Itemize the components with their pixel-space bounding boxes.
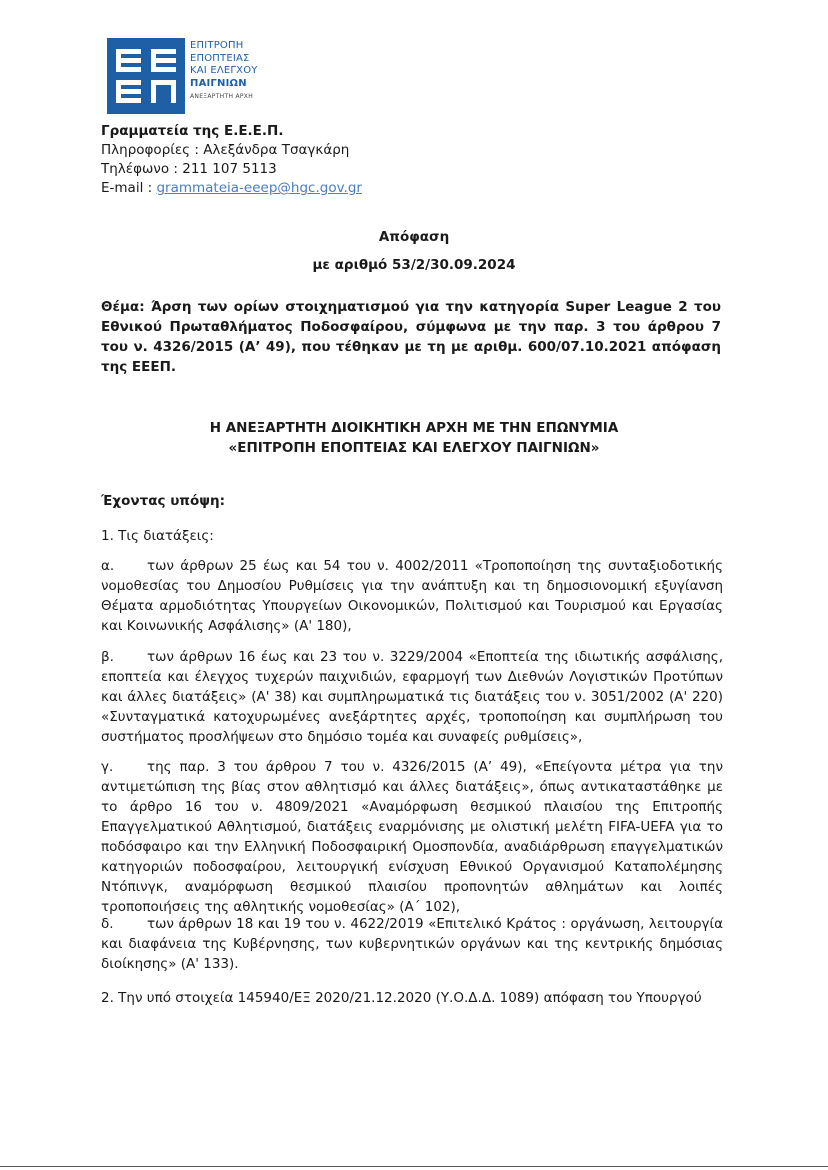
item-b [101, 647, 723, 747]
item-c-marker: γ. [101, 759, 114, 775]
logo-line-3: ΚΑΙ ΕΛΕΓΧΟΥ [190, 65, 258, 76]
eeep-logo [107, 38, 185, 114]
item-d-marker: δ. [101, 916, 114, 932]
item-c-text: της παρ. 3 του άρθρου 7 του ν. 4326/2015 (Α’ 49), «Επείγοντα μέτρα για την αντιμετώπιση της βίας στον αθλητισμό και άλλες διατάξεις», όπως αντικαταστάθηκε με το άρθρο 16 του ν. 4809/2021 «Αναμόρφωση θεσμικού πλαισίου της Επιτροπής Επαγγελματικού Αθλητισμού, διατάξεις εναρμόνισης με ολιστική μελέτη FIFA-UEFA για το ποδόσφαιρο και την Ελληνική Ποδοσφαιρική Ομοσπονδία, αναδιάρθρωση επαγγελματικών κατηγοριών ποδοσφαίρου, λειτουργική ενίσχυση Εθνικού Οργανισμού Καταπολέμησης Ντόπινγκ, αναμόρφωση θεσμικού πλαισίου προπονητών αθλημάτων και λοιπές τροποποιήσεις της αθλητικής νομοθεσίας» (Α΄ 102), [101, 759, 723, 915]
item-b-marker: β. [101, 649, 114, 665]
considering-heading: Έχοντας υπόψη: [101, 493, 225, 509]
secretariat-heading: Γραμματεία της Ε.Ε.Ε.Π. [101, 123, 284, 139]
info-line [101, 141, 362, 160]
item-d [101, 914, 723, 974]
authority-line-2: «ΕΠΙΤΡΟΠΗ ΕΠΟΠΤΕΙΑΣ ΚΑΙ ΕΛΕΓΧΟΥ ΠΑΙΓΝΙΩΝ» [228, 440, 600, 456]
item-a [101, 556, 723, 636]
item-c [101, 757, 723, 917]
decision-number: με αριθμό 53/2/30.09.2024 [312, 257, 516, 273]
info-label: Πληροφορίες : [101, 142, 204, 158]
email-label: E-mail : [101, 180, 157, 196]
decision-title: Απόφαση [378, 229, 450, 245]
email-line [101, 179, 362, 198]
contact-block [101, 122, 362, 198]
eeep-logo-mark-icon [107, 38, 185, 114]
item-d-text: των άρθρων 18 και 19 του ν. 4622/2019 «Επιτελικό Κράτος : οργάνωση, λειτουργία και διαφάνεια της Κυβέρνησης, των κυβερνητικών οργάνων και της κεντρικής δημόσιας διοίκησης» (Α' 133). [101, 916, 723, 972]
phone-value: 211 107 5113 [182, 161, 277, 177]
logo-line-5: ΑΝΕΞΑΡΤΗΤΗ ΑΡΧΗ [190, 93, 254, 100]
eeep-logo-text [190, 40, 258, 101]
logo-line-4: ΠΑΙΓΝΙΩΝ [190, 77, 247, 89]
logo-line-1: ΕΠΙΤΡΟΠΗ [190, 40, 244, 51]
authority-heading [0, 418, 828, 458]
item-2: 2. Την υπό στοιχεία 145940/ΕΞ 2020/21.12.2020 (Υ.Ο.Δ.Δ. 1089) απόφαση του Υπουργού [101, 990, 702, 1006]
email-link[interactable]: grammateia-eeep@hgc.gov.gr [156, 180, 362, 196]
phone-label: Τηλέφωνο : [101, 161, 183, 177]
item-a-text: των άρθρων 25 έως και 54 του ν. 4002/2011 «Τροποποίηση της συνταξιοδοτικής νομοθεσίας του Δημοσίου Ρυθμίσεις για την ανάπτυξη και τη δημοσιονομική εξυγίανση Θέματα αρμοδιότητας Υπουργείων Οικονομικών, Πολιτισμού και Τουρισμού και Εργασίας και Κοινωνικής Ασφάλισης» (Α' 180), [101, 558, 723, 634]
logo-line-2: ΕΠΟΠΤΕΙΑΣ [190, 52, 250, 64]
item-b-text: των άρθρων 16 έως και 23 του ν. 3229/2004 «Εποπτεία της ιδιωτικής ασφάλισης, εποπτεία και έλεγχος τυχερών παιχνιδιών, εφαρμογή των Διεθνών Λογιστικών Προτύπων και άλλες διατάξεις» (Α' 38) και συμπληρωματικά τις διατάξεις του ν. 3051/2002 (Α' 220) «Συνταγματικά κατοχυρωμένες ανεξάρτητες αρχές, τροποποίηση και συμπλήρωση του συστήματος προσλήψεων στο δημόσιο τομέα και συναφείς ρυθμίσεις», [101, 649, 723, 745]
info-value: Αλεξάνδρα Τσαγκάρη [203, 142, 350, 158]
provisions-item: 1. Τις διατάξεις: [101, 528, 214, 544]
phone-line [101, 160, 362, 179]
page-bottom-divider [0, 1166, 828, 1167]
authority-line-1: Η ΑΝΕΞΑΡΤΗΤΗ ΔΙΟΙΚΗΤΙΚΗ ΑΡΧΗ ΜΕ ΤΗΝ ΕΠΩΝΥΜΙΑ [209, 420, 619, 436]
item-a-marker: α. [101, 558, 115, 574]
subject-paragraph: Θέμα: Άρση των ορίων στοιχηματισμού για την κατηγορία Super League 2 του Εθνικού Πρωταθλήματος Ποδοσφαίρου, σύμφωνα με την παρ. 3 του άρθρου 7 του ν. 4326/2015 (Α’ 49), που τέθηκαν με τη με αριθμ. 600/07.10.2021 απόφαση της ΕΕΕΠ. [101, 299, 721, 375]
